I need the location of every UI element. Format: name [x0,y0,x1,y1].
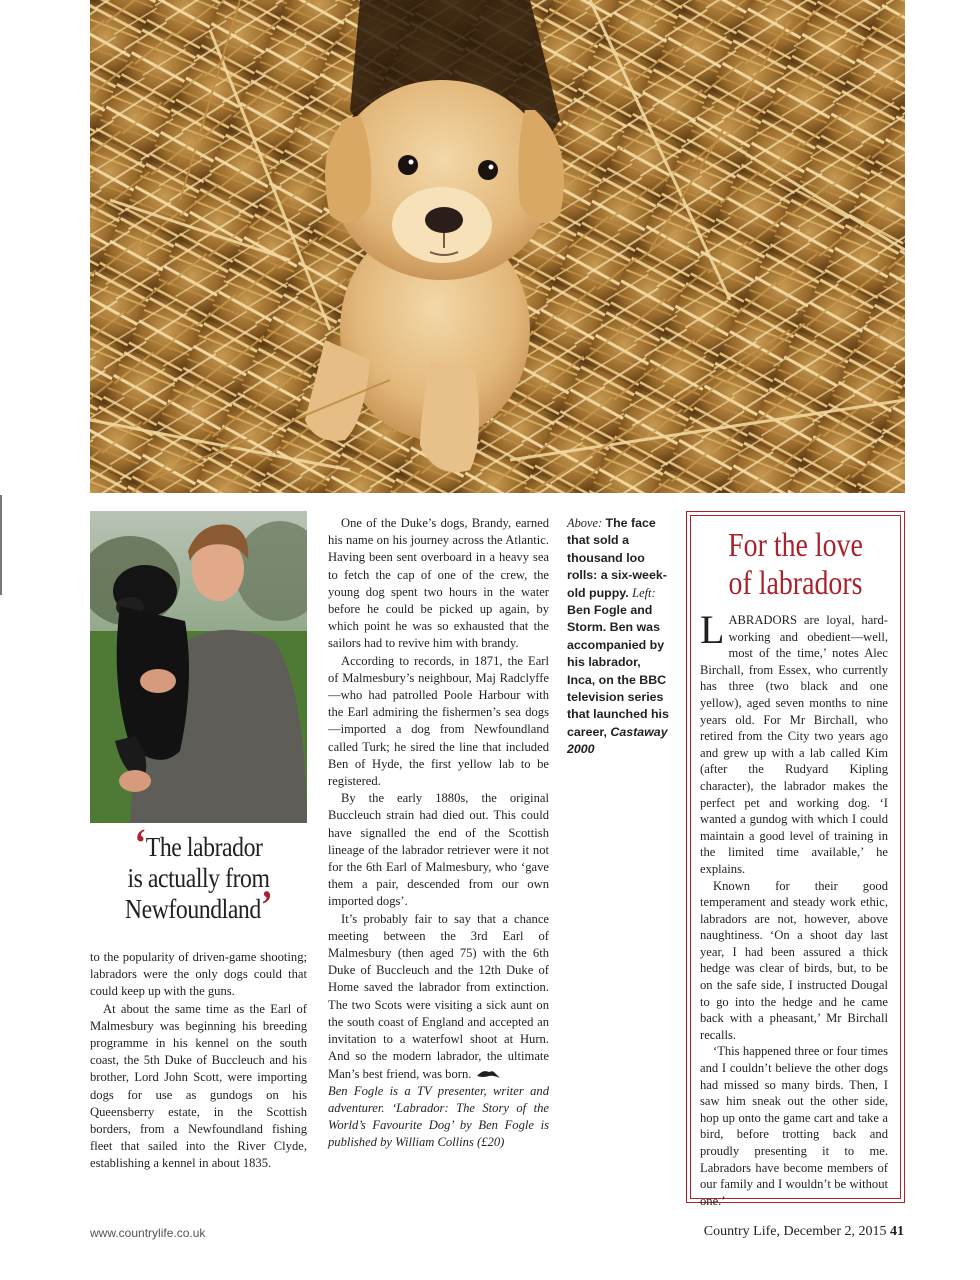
photo-ben-fogle-and-storm [90,511,307,823]
sidebar-title [707,527,885,603]
photo-captions [567,515,671,759]
page-number: 41 [890,1224,904,1239]
column-2-paragraph: By the early 1880s, the original Buccleuch strain had died out. This could have signalled the end of the Scottish lineage of the labrador retriever were it not for the 6th Earl of Malmesbury, who ‘gave them a pair, descended from our own imported dogs’. [328,791,549,909]
caption-series-title: Castaway 2000 [567,724,668,757]
pull-quote-open-mark: ‘ [134,820,146,865]
column-1-paragraph: At about the same time as the Earl of Malmesbury was beginning his breeding programme in his kennel on the south coast, the 5th Duke of Buccleuch and his brother, Lord John Scott, were importing dogs for use as gundogs on his Queensberry estate, in the Scottish borders, from a Newfoundland fishing fleet that sailed into the River Clyde, establishing a kennel in about 1835. [90,1001,307,1171]
pheasant-end-mark-icon [475,1067,501,1079]
column-2-paragraph [328,911,549,1083]
footer-website: www.countrylife.co.uk [90,1226,206,1240]
sidebar-paragraph-1-text: ABRADORS are loyal, hard-working and obedient—well, most of the time,’ notes Alec Birchall, from Essex, who currently has three (two black and one yellow), aged seven months to nine years old. For Mr Birchall, who retired from the City two years ago and grew up with a lab called Kim (after the Rudyard Kipling character), the labrador makes the perfect pet and working dog. ‘I wanted a gundog with which I could maintain a good level of training in the limited time available,’ he explains. [700,613,888,876]
sidebar-title-line-1: For the love [728,527,863,564]
sidebar-title-line-2: of labradors [728,565,863,602]
column-2-paragraph: According to records, in 1871, the Earl of Malmesbury’s neighbour, Maj Radclyffe—who had patrolled Poole Harbour with the Earl admiring the fishermen’s sea dogs—imported a dog from Newfoundland called Turk; he sired the line that included Ben of Hyde, the first yellow lab to be registered. [328,653,549,789]
pull-quote [103,820,294,927]
puppy-illustration [90,0,905,493]
pull-quote-line-1: The labrador [145,832,263,862]
pull-quote-close-mark: ’ [260,882,273,927]
page-edge-mark [0,495,2,595]
hero-photo-puppy [90,0,905,493]
author-byline: Ben Fogle is a TV presenter, writer and adventurer. ‘Labrador: The Story of the World’s Favourite Dog’ by Ben Fogle is published by William Collins (£20) [328,1083,549,1150]
article-column-1 [90,949,307,1173]
pull-quote-line-2: is actually from [127,863,270,893]
footer-issue: Country Life, December 2, 2015 [703,1224,887,1239]
man-with-dog-illustration [90,511,307,823]
sidebar-paragraph [700,607,888,878]
column-1-paragraph: to the popularity of driven-game shooting; labradors were the only dogs could that could keep up with the guns. [90,950,307,999]
caption-above-text: The face that sold a thousand loo rolls: a six-week-old puppy. [567,516,667,600]
sidebar-box [686,511,905,1208]
column-2-final-paragraph-text: It’s probably fair to say that a chance meeting between the 3rd Earl of Malmesbury (then aged 75) with the 6th Duke of Buccleuch and the 12th Duke of Home saved the labrador from extinction. The two Scots were visiting a sick aunt on the south coast of England and accepted an invitation to a waterfowl shoot at Hurn. And so the modern labrador, the ultimate Man’s best friend, was born. [328,911,549,1081]
sidebar-drop-cap: L [700,607,725,652]
sidebar-paragraph: Known for their good temperament and steady work ethic, labradors are not, however, above naughtiness. ‘On a shoot day last year, I had been assured a thick hedge was clear of birds, but, to be on the safe side, I instructed Dougal to go into the hedge and he came back with a pheasant,’ Mr Birchall recalls. [700,878,888,1042]
sidebar-paragraph: ‘This happened three or four times and I couldn’t believe the other dogs had missed so many birds. Then, I saw him sneak out the other side, hop up onto the game cart and take a bird, before trotting back and proudly presenting it to me. Labradors have become members of our family and I wouldn’t be without one.’ [700,1044,888,1208]
pull-quote-line-3: Newfoundland [124,894,261,924]
column-2-paragraph: One of the Duke’s dogs, Brandy, earned his name on his journey across the Atlantic. Having been sent overboard in a heavy sea to fetch the cap of one of the crew, the young dog spent two hours in the water before he could be picked up again, by which point he was so exhausted that the sailors had to revive him with brandy. [328,516,549,651]
article-column-2 [328,515,549,1152]
footer-issue-info [704,1224,904,1240]
caption-left-label: Left: [632,585,656,600]
caption-above-label: Above: [567,516,603,530]
sidebar-body [700,607,888,1209]
caption-left-text: Ben Fogle and Storm. Ben was accompanied by his labrador, Inca, on the BBC television series that launched his career, [567,603,669,739]
